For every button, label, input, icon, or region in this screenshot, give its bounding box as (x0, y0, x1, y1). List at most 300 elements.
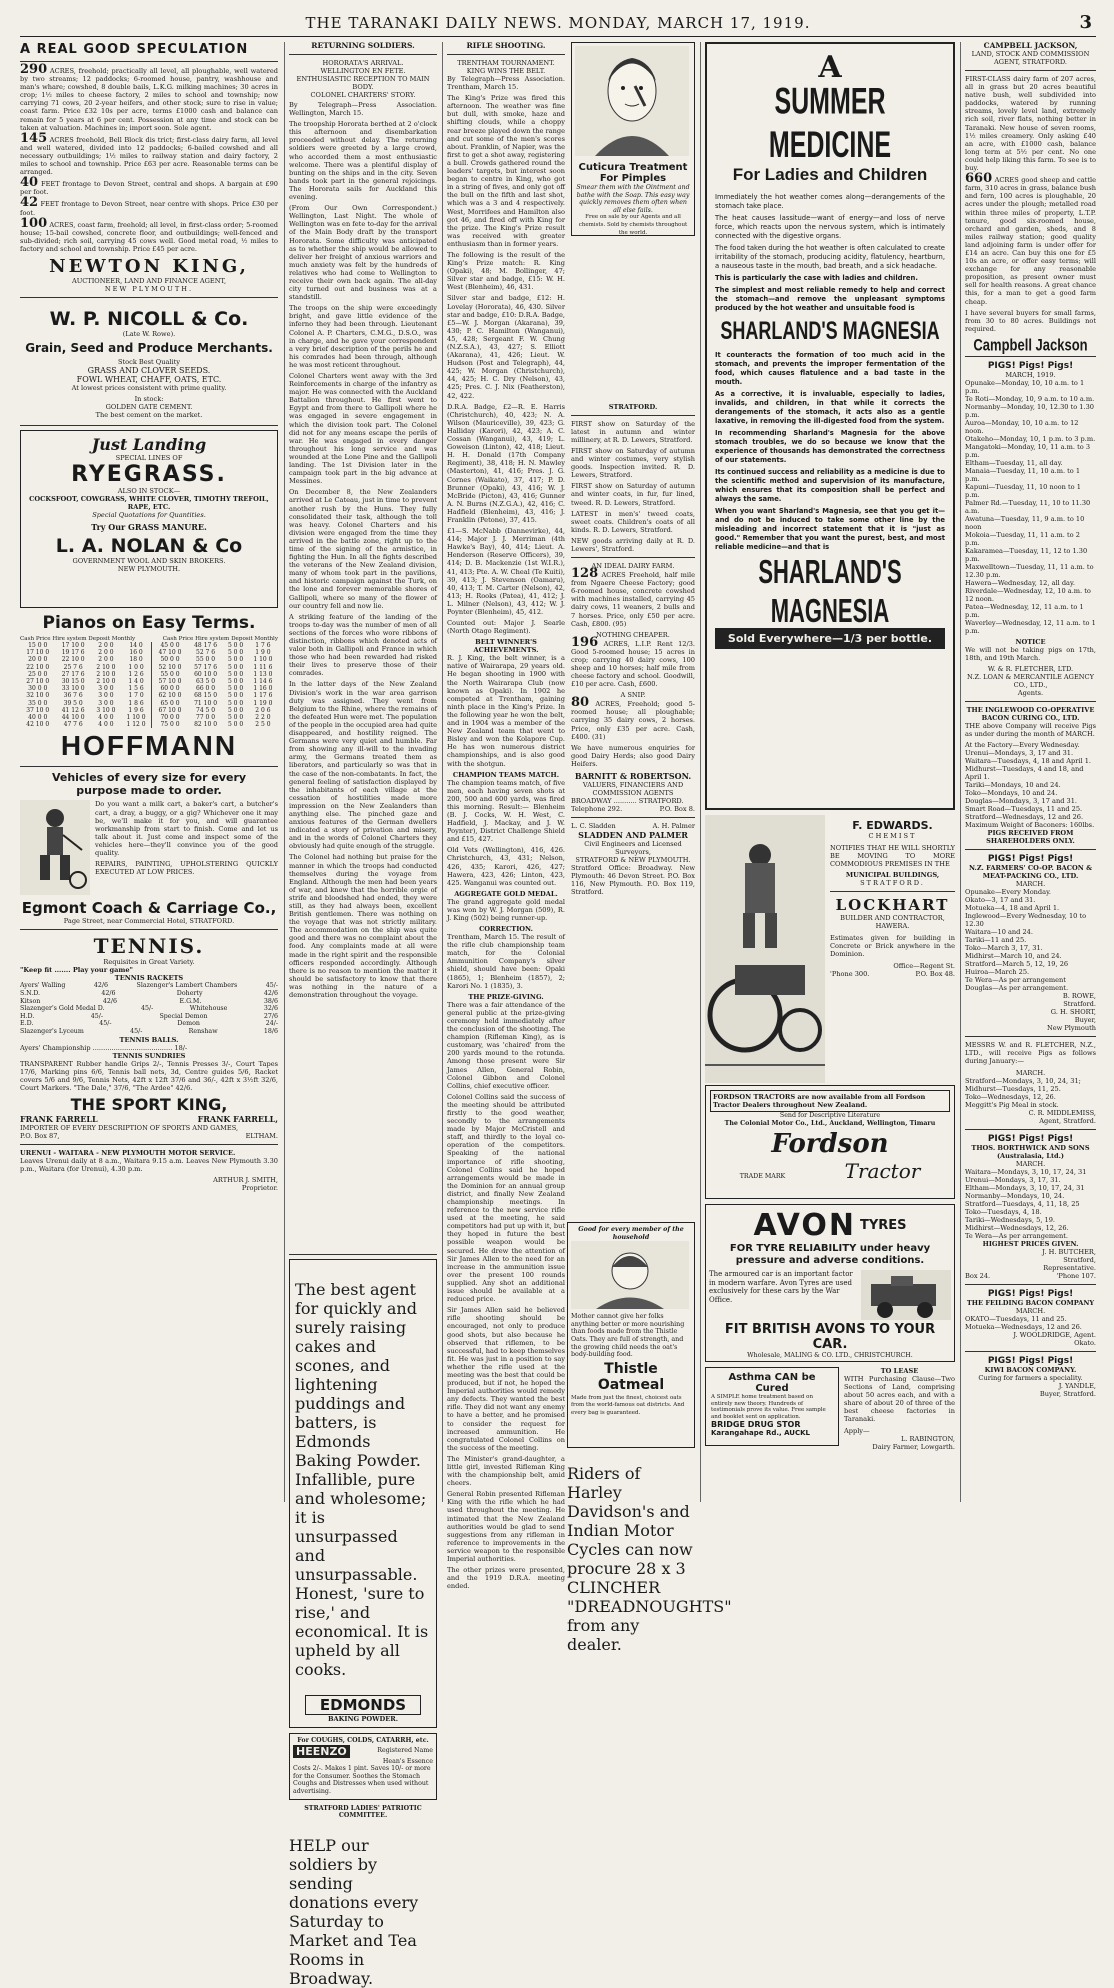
column-rule (700, 42, 701, 1502)
section-head: BELT WINNER'S ACHIEVEMENTS. (473, 638, 539, 655)
piano-price-cell: 77 0 0 (196, 714, 216, 721)
piano-price-cell: 57 10 0 (158, 677, 182, 685)
schedule-item: Smart Road—Tuesdays, 11 and 25. (965, 805, 1083, 814)
schedule-item: Urenui—Mondays, 3, 17, 31. (965, 1175, 1061, 1184)
piano-price-cell: 48 17 6 (194, 641, 218, 649)
paragraph: In the latter days of the New Zealand Division's work in the war area garrison duty was assigned. They went from Belgium to the Rhine, where the remains of the defeated Hun were met. The population of the people in the occupied area had quite disappeared, and hostility reigned. The Germans were very quiet and humble. Far from showing any ill-will to the invading army, the Germans treated them as liberators, and particularly so was that in the case of the non-combatants. In fact, the general feeling of satisfaction displayed by the inhabitants of each village at the cessation of hostilities made more impression on the New Zealanders than anything else. The pinched gaze and anxious features of the German dwellers indicated a story of privation and misery, and in the words of Colonel Charters they obviously had quite enough of the struggle. (289, 680, 437, 851)
classified: FIRST show on Saturday of autumn and winter coats, in fur, fur lined, tweed. R. D. Lewers, Stratford. (571, 482, 695, 507)
paragraph: Old Vets (Wellington), 416, 426. Christchurch, 43, 431; Nelson, 426, 435; Karori, 426, 427; Hawera, 423, 426; Linton, 423, 425. Wanganui was counted out. (447, 846, 565, 887)
lease-apply: Apply— (844, 1426, 870, 1435)
piano-price-cell: 5 0 0 (227, 670, 244, 678)
classified: 128 ACRES Freehold, half mile from Ngaere Cheese Factory; good 6-roomed house, concrete cowshed with machines installed, carrying 45 dairy cows, 11 weaners, 2 bulls and 7 horses. Price, only £50 per acre. Cash, £800. (95) (571, 566, 695, 628)
schedule-item: Huiroa—March 25. (965, 968, 1030, 977)
inglewood-body: THE above Company will receive Pigs as under during the month of MARCH. (965, 722, 1096, 739)
child-portrait-illustration (571, 1241, 689, 1309)
summer-para: The simplest and most reliable remedy to help and correct the stomach—and remove the unpleasant symptoms produced by the hot weather and unsuitable food is (715, 286, 945, 312)
paragraph: The Minister's grand-daughter, a little girl, invested Rifleman King with the championship belt, amid cheers. (447, 1454, 565, 1488)
fordson-name: Fordson (771, 1129, 889, 1160)
lease-addr: Dairy Farmer, Lowgarth. (872, 1442, 955, 1451)
piano-price-cell: 5 0 0 (227, 649, 244, 657)
article-head: RETURNING SOLDIERS. (311, 41, 415, 50)
sladden-offices: Stratford Office: Broadway. New Plymouth: 46 Devon Street. P.O. Box 116, New Plymouth. P.O. Box 119, Stratford. (571, 864, 695, 897)
racket-cell: H.D. (20, 1012, 35, 1020)
piano-price-cell: 5 0 0 (227, 714, 244, 721)
schedule-item: Waitara—Mondays, 3, 10, 17, 24, 31 (965, 1167, 1087, 1176)
rowe: B. ROWE, (1062, 992, 1096, 1001)
schedule-item: Toko—Mondays, 10 and 24. (965, 789, 1058, 798)
woman-portrait-illustration (575, 46, 689, 156)
heenzo-hems: Hean's Essence (382, 1757, 433, 1765)
piano-price-cell: 52 10 0 (158, 663, 182, 671)
listing: 145 ACRES freehold, Bell Block dis trict; first-class dairy farm, all level and well watered, divided into 12 paddocks; 6-bailed cowshed and all necessary outbuildings; 1½ miles to railway station and dairy factory, 2 miles to school and township. Price £63 per acre. Reasonable terms can be arranged. (20, 130, 278, 177)
march-heading: MARCH, 1919. (1005, 370, 1056, 379)
lockhart-name: LOCKHART (835, 896, 950, 915)
urenui-prop: Proprietor. (241, 1184, 278, 1193)
heenzo-head: For COUGHS, COLDS, CATARRH, etc. (297, 1737, 429, 1744)
listing: 40 FEET frontage to Devon Street, central and shops. A bargain at £90 per foot. (20, 175, 278, 197)
piano-price-cell: 25 7 6 (63, 663, 83, 671)
landing-ryegrass: RYEGRASS. (71, 461, 227, 487)
piano-price-cell: 1 17 6 (253, 692, 273, 700)
avon-fit: FIT BRITISH AVONS TO YOUR CAR. (724, 1322, 936, 1352)
edwards-body: NOTIFIES THAT HE WILL SHORTLY BE MOVING TO MORE COMMODIOUS PREMISES IN THE (830, 844, 955, 869)
piano-price-cell: 47 10 0 (158, 649, 182, 657)
byline: By Telegraph—Press Association. Trentham, March 15. (447, 75, 565, 92)
column-rule (960, 42, 961, 1502)
piano-price-cell: 2 0 0 (98, 656, 114, 664)
article-subhead: COLONEL CHARTERS' STORY. (310, 91, 416, 99)
oatmeal-small: Made from just the finest, choicest oats from the world-famous oat districts. And every bag is guaranteed. (571, 1394, 685, 1416)
schedule-item: Normanby—Mondays, 10, 24. (965, 1191, 1065, 1200)
byline: By Telegraph—Press Association. Wellington, March 15. (289, 101, 437, 118)
pig-schedule (965, 379, 1096, 635)
schedule-item: Stratford—March 5, 12, 19, 26 (965, 960, 1069, 969)
armoured-car-illustration (861, 1270, 951, 1320)
classified: 80 ACRES, Freehold; good 5-roomed house; all ploughable; carrying 35 dairy cows, 2 horses. Price, only £35 per acre. Cash, £400. (31) (571, 695, 695, 741)
piano-price-cell: 15 0 0 (28, 641, 48, 649)
cuticura-body: Smear them with the Ointment and bathe with the Soap. This easy way quickly removes them often when all else fails. (576, 184, 690, 214)
paragraph: The other prizes were presented, and the 1919 D.R.A. meeting ended. (447, 1566, 565, 1591)
schedule-item: Toko—Tuesdays, 4, 18. (965, 1207, 1042, 1216)
edwards-bldg: MUNICIPAL BUILDINGS, (845, 871, 940, 880)
sladden-name: SLADDEN AND PALMER (578, 830, 688, 841)
stratford-head: STRATFORD. (608, 402, 658, 411)
article-subhead: WELLINGTON EN FETE. (320, 67, 406, 75)
piano-price-row (20, 678, 278, 685)
piano-price-cell: 4 0 0 (98, 714, 114, 721)
tennis-ad (20, 934, 278, 1140)
piano-price-cell: 70 0 0 (160, 714, 180, 721)
pigs-received: PIGS RECEIVED FROM SHAREHOLDERS ONLY. (986, 829, 1075, 846)
oatmeal-tag: Good for every member of the household (578, 1226, 684, 1241)
avon-tyres: TYRES (859, 1218, 907, 1233)
paragraph: The King's Prize was fired this afternoon. The weather was fine but dull, with smoke, haze and shifting clouds, while a choppy rear breeze played down the range and cut some of the men's scores about. Franklin, of Napier, was the first to get a shot away, registering a bull. Crowds gathered round the leaders' targets, but interest soon began to centre in King, who got in a string of fives, and only got off the bull on the fifth and last shot, which was a 3 and 4 respectively. West, Morrifees and Hamilton also got 46, and fired off with King for the prize. The King's Prize result was received with greater enthusiasm than in former years. (447, 94, 565, 248)
wooldridge: J. WOOLDRIDGE, Agent. (1013, 1330, 1096, 1339)
pigs-heading: PIGS! Pigs! Pigs! (987, 360, 1074, 371)
tennis-sundries: TRANSPARENT Rubber handle Grips 2/-, Tennis Presses 3/-, Court Tapes 17/6, Marking pins 6/6, Tennis ball nets, 3d, Centre guides 5/6, Racket covers 5/6 and 9/6, Tennis Nets, 42ft x 12ft 37/6 and 36/-, 42ft x 3½ft 32/6, Court Markers. "The Dale," 37/6, "The Ardee" 42/6. (20, 1059, 278, 1092)
paragraph: The champion teams match, of five men, each having seven shots at 200, 500 and 600 yards, was fired this morning. Result:— Blenheim (B. J. Cocks, W. H. West, C. Hadfield, J. Mackay, and J. W. Poynter), District Challenge Shield and £15, 427. (447, 778, 565, 844)
schedule-item: Maxwelltown—Tuesday, 11, 11 a.m. to 12.30 p.m. (965, 562, 1094, 579)
racket-cell: Whitehouse (189, 1005, 228, 1013)
schedule-item: Eltham—Tuesday, 11, all day. (965, 458, 1063, 467)
racket-list (20, 982, 278, 1035)
piano-price-cell: 5 0 0 (227, 656, 244, 664)
edwards-name: F. EDWARDS. (852, 819, 933, 832)
piano-price-cell: 1 14 6 (253, 677, 273, 685)
piano-price-cell: 2 2 0 (255, 714, 271, 721)
schedule-item: Manaia—Tuesday, 11, 10 a.m. to 1 p.m. (965, 466, 1081, 483)
riders-notice: Riders of Harley Davidson's and Indian Motor Cycles can now procure 28 x 3 CLINCHER "DREADNOUGHTS" from any dealer. (567, 1464, 732, 1654)
nicoll-fowl: FOWL WHEAT, CHAFF, OATS, ETC. (76, 374, 222, 384)
piano-price-cell: 17 10 0 (61, 641, 85, 649)
feilding-head: THE FEILDING BACON COMPANY (966, 1298, 1095, 1307)
article-subhead: KING WINS THE BELT. (466, 67, 546, 75)
lease-name: L. RABINGTON, (900, 1434, 955, 1443)
piano-price-cell: 2 10 0 (96, 663, 116, 671)
tennis-sundries-head: TENNIS SUNDRIES (112, 1051, 186, 1060)
summer-sub: For Ladies and Children (732, 165, 928, 184)
piano-price-cell: 5 0 0 (227, 721, 244, 729)
schedule-item: Midhirst—Wednesdays, 12, 26. (965, 1223, 1069, 1232)
sharland-name: SHARLAND'S MAGNESIA (720, 316, 940, 345)
highest: HIGHEST PRICES GIVEN. (982, 1239, 1079, 1248)
summer-para: Its continued success and reliability as a medicine is due to the scientific method and supervision of its manufacture, which ensures that its composition shall be perfect and always the same. (715, 468, 945, 503)
piano-price-cell: 66 0 0 (196, 685, 216, 693)
piano-price-cell: 74 5 0 (196, 706, 216, 714)
edmonds-ad (289, 1259, 437, 1728)
article-subhead: HORORATA'S ARRIVAL. (322, 59, 404, 67)
oatmeal-ad (567, 1222, 695, 1448)
racket-cell: Slazenger's Lambert Chambers (136, 982, 238, 990)
schedule-item: Tariki—Mondays, 10 and 24. (965, 781, 1061, 790)
notice-head: NOTICE (1015, 637, 1046, 646)
piano-price-row (20, 685, 278, 692)
heenzo-name: HEENZO (293, 1745, 350, 1758)
classified: FIRST show on Saturday of autumn and winter costumes, very stylish goods. Inspection invited. R. D. Lewers, Stratford. (571, 446, 695, 480)
summer-para: When you want Sharland's Magnesia, see that you get it—and do not be induced to take some other line by the misleading and incorrect statement that it is "just as good." Remember that you want the purest, best, and most reliable medicine—and that is (715, 507, 945, 551)
summer-title: SUMMER MEDICINE (768, 80, 892, 166)
racket-cell: E.D. (20, 1020, 34, 1028)
cuticura-title: Cuticura Treatment For Pimples (578, 162, 688, 184)
urenui-body: Leaves Urenui daily at 8 a.m., Waitara 9.15 a.m. Leaves New Plymouth 3.30 p.m., Waitara (for Urenui), 4.30 p.m. (20, 1156, 278, 1174)
summer-para: In recommending Sharland's Magnesia for the above stomach troubles, we do so because we know that the experience of thousands has demonstrated the correctness of our statements. (715, 429, 945, 464)
egmont-addr: Page Street, near Commercial Hotel, STRATFORD. (63, 917, 235, 926)
nicoll-price: At lowest prices consistent with prime quality. (71, 383, 227, 392)
schedule-item: Awatuna—Tuesday, 11, 9 a.m. to 10 noon (965, 514, 1085, 531)
egmont-name: Egmont Coach & Carriage Co., (21, 899, 277, 918)
schedule-item: Douglas—Mondays, 3, 17 and 31. (965, 797, 1078, 806)
piano-price-cell: 2 10 0 (96, 670, 116, 678)
bridge-addr: Karangahape Rd., AUCKL (711, 1429, 811, 1437)
agents: Agents. (1017, 689, 1044, 698)
piano-price-cell: 5 0 0 (227, 677, 244, 685)
piano-price-cell: 2 0 0 (98, 641, 114, 649)
paragraph: £1—S. McNabb (Dannevirke), 44, 414; Major J. J. Merriman (4th Hawke's Bay), 40, 414; Lieut. A. Henderson (Reserve Officers), 39, 414; D. B. Mackenzie (1st W.I.R.), 41, 413; Pte. A. W. Cheal (Te Kuiti), 39, 413; J. Stevenson (Oamaru), 40, 413; T. M. Carter (Nelson), 42, 413; H. Rooks (Patea), 41, 412; J. L. Milner (Nelson), 43, 412; W. J. Poynter (Blenheim), 45, 412. (447, 527, 565, 616)
racket-cell: S.N.D. (20, 990, 41, 997)
racket-cell: 45/- (141, 1005, 154, 1013)
schedule-item: Te Roti—Monday, 10, 9 a.m. to 10 a.m. (965, 394, 1095, 403)
column-1 (20, 42, 278, 1512)
fletcher: W. & R. FLETCHER, LTD. (987, 665, 1074, 674)
piano-price-cell: 1 8 6 (121, 700, 152, 707)
piano-price-row (20, 671, 278, 678)
piano-price-cell: 4 0 0 (98, 721, 114, 729)
column-4 (705, 42, 955, 1512)
piano-price-row (20, 714, 278, 721)
pianos-title: Pianos on Easy Terms. (42, 612, 256, 633)
summer-para: Immediately the hot weather comes along—derangements of the stomach take place. (715, 193, 945, 210)
edmonds-name: EDMONDS (305, 1695, 421, 1715)
borthwick-march: MARCH. (1015, 1159, 1046, 1168)
piano-price-cell: 1 13 0 (253, 670, 273, 678)
racket-row (20, 1005, 278, 1013)
piano-price-cell: 5 0 0 (227, 706, 244, 714)
heenzo-ad (289, 1733, 437, 1800)
vehicles-repairs: REPAIRS, PAINTING, UPHOLSTERING QUICKLY EXECUTED AT LOW PRICES. (95, 860, 278, 877)
rowe-town: Stratford. (1063, 1000, 1096, 1009)
schedule-item: Te Wera—As per arrangement (965, 976, 1066, 985)
racket-cell: Special Demon (159, 1012, 208, 1020)
piano-price-cell: 1 19 0 (253, 699, 273, 707)
piano-price-cell: 1 2 6 (121, 671, 152, 678)
landing-try: Try Our GRASS MANURE. (91, 521, 207, 532)
farrell-line: FRANK FARRELL FRANK FARRELL, (20, 1113, 278, 1124)
listing: 100 ACRES, coast farm, freehold; all level, in first-class order; 5-roomed house; 15-bail cowshed, concrete floor, and outbuildings; well-fenced and sub-divided; rich soil, carrying 45 cows well. Good metal road, ½ miles to factory and school and township. Price £45 per acre. (20, 215, 278, 253)
pianos-header: Cash Price Hire system Deposit Monthly Cash Price Hire system Deposit Monthly (20, 635, 278, 642)
piano-price-cell: 44 10 0 (61, 714, 85, 721)
fordson-lit: Send for Descriptive Literature (779, 1112, 881, 1119)
schedule-item: Waverley—Wednesday, 12, 11 a.m. to 1 p.m. (965, 618, 1096, 635)
farmer-tractor-illustration (705, 815, 825, 1083)
butcher-town: Stratford, (1063, 1255, 1096, 1264)
piano-price-cell: 22 10 0 (26, 663, 50, 671)
classified: 660 ACRES good sheep and cattle farm, 310 acres in grass, balance bush and fern, 100 acres is ploughable, 20 acres under the plough; metalled road within three miles of property, L.T.P. tenure, good six-roomed house, orchard and garden, sheds, and 8 miles railway station; good quality land adjoining farm is under offer for £14 an acre. Can buy this one for £5 10s an acre, or offer easy terms; will exchange for any reasonable proposition, as present owner must sell for health reasons. A great chance this, for a man to get a good farm cheap. (965, 171, 1096, 306)
barnitt-addr: BROADWAY ........... STRATFORD. (571, 797, 684, 806)
schedule-item: Te Wera—As per arrangement. (965, 1231, 1068, 1240)
schedule-item: Eltham—Mondays, 3, 10, 17, 24, 31 (965, 1183, 1085, 1192)
urenui-owner: ARTHUR J. SMITH, (213, 1176, 278, 1185)
schedule-item: Waitara—10 and 24. (965, 928, 1033, 937)
schedule-item: Waitara—Tuesdays, 4, 18 and April 1. (965, 757, 1091, 766)
piano-price-cell: 3 0 0 (98, 685, 114, 693)
oatmeal-name: Thistle Oatmeal (597, 1360, 665, 1393)
column-2-ads (289, 1250, 437, 1988)
piano-price-cell: 3 0 0 (98, 699, 114, 707)
tennis-sub: Requisites in Great Variety. (103, 958, 195, 967)
article-head: RIFLE SHOOTING. (466, 41, 546, 50)
lease-body: WITH Purchasing Clause—Two Sections of Land, comprising about 50 acres each, and with a share of about 20 of three of the best cheese factories in Taranaki. (844, 1375, 955, 1424)
piano-price-cell: 19 17 6 (61, 649, 85, 657)
paragraph: Silver star and badge, £12: H. Lovelay (Hororata), 46, 430. Silver star and badge, £10: D.R.A. Badge, £5—W. J. Morgan (Akarana), 39, 430; P. C. Hamilton (Wanganui), 45, 428; Sergeant F. W. Chung (N.Z.S.A.), 43, 427; S. Elliott (Akarana), 41, 426; Lieut. W. Hudson (Post and Telegraph), 44, 425; W. Morgan (Christchurch), 44, 425; H. C. Dry (Nelson), 43, 425; Pres. C. J. Nix (Featherston), 42, 422. (447, 294, 565, 400)
landing-items: COCKSFOOT, COWGRASS, WHITE CLOVER, TIMOTHY TREFOIL, RAPE, ETC. (29, 494, 269, 511)
piano-price-cell: 1 4 0 (121, 678, 152, 685)
racket-row (20, 1028, 278, 1036)
speculation-title: A REAL GOOD SPECULATION (20, 42, 249, 57)
nzfarmers-march: MARCH. (1015, 880, 1046, 889)
schedule-item: Toko—Wednesdays, 12, 26. (965, 1092, 1056, 1101)
classified: FIRST show on Saturday of the latest in autumn and winter millinery, at R. D. Lewers, Stratford. (571, 419, 695, 444)
committee-body: HELP our soldiers by sending donations every Saturday to Market and Tea Rooms in Broadway. (289, 1835, 419, 1988)
listing: 42 FEET frontage to Devon Street, near centre with shops. Price £30 per foot. (20, 195, 278, 217)
piano-price-cell: 5 0 0 (227, 699, 244, 707)
racket-cell: Slazenger's Gold Medal D. (20, 1005, 105, 1013)
avon-name: AVON (753, 1208, 856, 1243)
rifle-article-top (447, 42, 565, 403)
vehicles-body: Do you want a milk cart, a baker's cart, a butcher's cart, a dray, a buggy, or a gig? Whichever one it may be, we'll make it for you, and will guarantee workmanship from start to finish. Come and let us talk about it. Just come and inspect some of the vehicles here—they'll convince you of the good quality. (95, 800, 278, 857)
sladden-towns: STRATFORD & NEW PLYMOUTH. (575, 856, 691, 865)
tennis-keep: "Keep fit ....... Play your game" (20, 966, 133, 975)
borthwick-head: THOS. BORTHWICK AND SONS (Australasia, Ltd.) (971, 1143, 1090, 1160)
paragraph: There was a fair attendance of the general public at the prize-giving ceremony held immediately after the conclusion of the shooting. The champion (Rifleman King), as is customary, was 'chaired' from the 200 yards mound to the rotunda. Among those present were Sir James Allen, General Robin, Colonel Gibbon and Colonel Collins, chief executive officer. (447, 1000, 565, 1090)
schedule-item: Palmer Rd.—Tuesday, 11, 10 to 11.30 a.m. (965, 498, 1091, 515)
agent-sub: AUCTIONEER, LAND AND FINANCE AGENT, (71, 276, 227, 285)
nz-loan: N.Z. LOAN & MERCANTILE AGENCY CO., LTD., (967, 673, 1094, 690)
pigs-heading: PIGS! Pigs! Pigs! (987, 1288, 1074, 1299)
section-head: THE PRIZE-GIVING. (468, 992, 544, 1001)
racket-cell: Ayers' Walling (20, 982, 66, 990)
lockhart-body: Estimates given for building in Concrete or Brick anywhere in the Dominion. (830, 934, 955, 959)
schedule-item: Maximum Weight of Baconers: 160lbs. (965, 821, 1095, 830)
paragraph: The following is the result of the King's Prize match: R. King (Opaki), 48; M. Bollinger, 47; Silver star and badge, £15: W. H. West (Blenheim), 46, 431. (447, 250, 565, 292)
racket-cell: Slazenger's Lyceum (20, 1027, 84, 1035)
piano-price-cell: 30 15 0 (61, 677, 85, 685)
avon-wholesale: Wholesale, MALING & CO. LTD., CHRISTCHURCH. (747, 1352, 913, 1359)
racket-cell: E.G.M. (179, 997, 202, 1005)
summer-para: This is particularly the case with ladies and children. (715, 274, 918, 282)
campbell-head: CAMPBELL JACKSON, (983, 41, 1078, 50)
racket-row (20, 1020, 278, 1028)
sold-banner: Sold Everywhere—1/3 per bottle. (715, 628, 945, 649)
piano-price-cell: 82 10 0 (194, 721, 218, 729)
lockhart-sub: BUILDER AND CONTRACTOR, HAWERA. (840, 914, 945, 931)
schedule-item: Urenui—Mondays, 3, 17 and 31. (965, 749, 1074, 758)
section-head: CHAMPION TEAMS MATCH. (452, 770, 560, 779)
paragraph: The grand aggregate gold medal was won by W. J. Morgan (509), R. J. King (502) being runner-up. (447, 897, 565, 922)
yandle-town: Buyer, Stratford. (1039, 1389, 1096, 1398)
paragraph: Colonel Collins said the success of the meeting should be attributed firstly to the good weather, secondly to the arrangements made by Major McCristell and staff, and thirdly to the loyal co-operation of the competitors. Speaking of the national importance of rifle shooting, Colonel Collins said he hoped arrangements would be made in the Dominion for an annual group district, and finally New Zealand championship meetings. In reference to the new service rifle used at the meeting, he said competitors had put up with it, but they hoped in future the best possible weapon would be secured. He drew the attention of Sir James Allen to the need for an increase in the ammunition issue over the present 100 rounds supplied. Any shot an additional issue should be available at a reduced price. (447, 1092, 565, 1304)
racket-cell: Kitson (20, 997, 41, 1005)
nicoll-ad (20, 302, 278, 421)
barnitt-contact: Telephone 292. P.O. Box 8. (571, 805, 695, 814)
schedule-item: Mokoia—Tuesday, 11, 11 a.m. to 2 p.m. (965, 530, 1080, 547)
paragraph: General Robin presented Rifleman King with the rifle which he had used throughout the meeting. He intimated that the New Zealand authorities would be glad to send suggestions from any rifleman in reference to improvements in the service weapon to the responsible Imperial authorities. (447, 1490, 565, 1564)
butcher: J. H. BUTCHER, (1042, 1247, 1096, 1256)
schedule-item: Stratford—Mondays, 3, 10, 24, 31; (965, 1076, 1081, 1085)
paragraph: The troopship Hororata berthed at 2 o'clock this afternoon and disembarkation proceeded without delay. The returning soldiers were greeted by a large crowd, who accorded them a most enthusiastic welcome. There was a plentiful display of bunting on the ships and in the city. Seven bands took part in the general rejoicings. The Hororata sails for Auckland this evening. (289, 120, 437, 202)
piano-price-row (20, 649, 278, 656)
edmonds-sub: BAKING POWDER. (327, 1715, 399, 1723)
piano-price-cell: 1 9 6 (121, 707, 152, 714)
piano-price-cell: 22 10 0 (61, 656, 85, 664)
heenzo-tag: Registered Name (377, 1747, 433, 1755)
piano-price-cell: 45 0 0 (160, 641, 180, 649)
sladden-partners: L. C. Sladden A. H. Palmer (571, 822, 695, 831)
racket-cell: 42/6 (263, 990, 278, 997)
nicoll-best: The best cement on the market. (95, 410, 203, 419)
summer-para: It counteracts the formation of too much acid in the stomach, and prevents the improper fermentation of the food, which causes flatulence and a bad taste in the mouth. (715, 351, 945, 386)
lease-head: TO LEASE (880, 1367, 919, 1375)
butcher-rep: Representative. (1043, 1263, 1096, 1272)
dairy-head: AN IDEAL DAIRY FARM. (591, 562, 675, 571)
landing-special: SPECIAL LINES OF (115, 453, 183, 462)
piano-price-cell: 47 7 6 (63, 721, 83, 729)
piano-price-cell: 67 10 0 (158, 706, 182, 714)
vehicles-ad (20, 771, 278, 925)
oatmeal-body: Mother cannot give her folks anything better or more nourishing than foods made from the Thistle Oats. They are full of strength, and the growing child needs the oat's body-building food. (571, 1313, 685, 1359)
tennis-balls: Ayers' Championship ...................................... 18/- (20, 1043, 188, 1052)
notice-body: We will not be taking pigs on 17th, 18th, and 19th March. (965, 645, 1096, 662)
messrs: MESSRS W. and R. FLETCHER, N.Z., LTD., will receive Pigs as follows during January:— (965, 1041, 1096, 1066)
paragraph: The troops on the ship were exceedingly bright, and gave little evidence of the inferno they had been through. Lieutenant Colonel A. P. Charters, C.M.G., D.S.O., was in charge, and he gave your correspondent a very brief description of the perils he and his comrades had been through, although he was most reticent throughout. (289, 304, 437, 369)
meggitt: Meggitt's Pig Meal in stock. (965, 1100, 1059, 1109)
asthma-ad (705, 1367, 839, 1446)
schedule-item: Riverdale—Wednesday, 12, 10 a.m. to 12 noon. (965, 586, 1091, 603)
masthead-title: THE TARANAKI DAILY NEWS. MONDAY, MARCH 17, 1919. (305, 14, 811, 32)
classified: FIRST-CLASS dairy farm of 207 acres, all in grass but 20 acres beautiful native bush, well subdivided into paddocks, watered by running streams, lovely level land, extremely rich soil, river flats, nothing better in Taranaki. New house of seven rooms, 1½ miles creamery. Only asking £40 an acre, with £1000 cash, balance long term at 5½ per cent. No one could help liking this farm. To see is to buy. (965, 75, 1096, 173)
schedule-item: Stratford—Tuesdays, 4, 11, 18, 25 (965, 1199, 1080, 1208)
oatmeal-ad-area (567, 1222, 732, 1654)
pigs-heading: PIGS! Pigs! Pigs! (987, 1355, 1074, 1366)
piano-price-cell: 2 0 6 (255, 706, 271, 714)
schedule-item: Tariki—11 and 25. (965, 936, 1027, 945)
messrs-march: MARCH. (1015, 1068, 1046, 1077)
piano-price-cell: 2 0 0 (98, 649, 114, 657)
edwards-lockhart (830, 815, 955, 1085)
racket-cell: 45/- (99, 1020, 112, 1028)
piano-price-cell: 14 0 (121, 642, 152, 649)
racket-cell: 45/- (265, 982, 278, 990)
piano-price-cell: 1 10 0 (121, 714, 152, 721)
schedule-item: At the Factory—Every Wednesday. (965, 741, 1080, 750)
piano-price-cell: 36 7 6 (63, 692, 83, 700)
piano-price-row (20, 707, 278, 714)
speculation-ad (20, 42, 278, 293)
sport-king: THE SPORT KING, (70, 1094, 228, 1114)
feilding-march: MARCH. (1015, 1306, 1046, 1315)
stratford-committee-ad (289, 1805, 437, 1988)
nicoll-head: Grain, Seed and Produce Merchants. (25, 340, 273, 355)
piano-price-cell: 16 0 (121, 649, 152, 656)
landing-quote: Special Quotations for Quantities. (92, 510, 206, 519)
piano-price-row (20, 692, 278, 699)
piano-price-cell: 1 7 0 (121, 692, 152, 699)
enquiries: We have numerous enquiries for good Dairy Herds; also good Dairy Heifers. (571, 743, 695, 768)
piano-price-cell: 1 5 6 (121, 685, 152, 692)
urenui-ad (20, 1149, 278, 1192)
racket-cell: 45/- (90, 1012, 104, 1020)
asthma-body: A SIMPLE home treatment based on entirely new theory. Hundreds of testimonials prove its value. Free sample and booklet sent on application. (711, 1394, 826, 1420)
summer-a: A (818, 50, 842, 85)
piano-price-cell: 57 17 6 (194, 663, 218, 671)
racket-row (20, 998, 278, 1006)
piano-price-cell: 40 0 0 (28, 714, 48, 721)
racket-cell: 42/6 (93, 982, 108, 990)
fordson-tractor: Tractor (844, 1159, 921, 1184)
piano-price-cell: 33 10 0 (61, 685, 85, 693)
paragraph: Counted out: Major J. Searle (North Otago Regiment). (447, 619, 565, 636)
barnitt-head: BARNITT & ROBERTSON. (574, 771, 692, 782)
piano-price-cell: 30 0 0 (28, 685, 48, 693)
piano-price-cell: 18 0 (121, 656, 152, 663)
messrs-schedule (965, 1077, 1096, 1101)
inglewood-head: THE INGLEWOOD CO-OPERATIVE BACON CURING CO., LTD. (966, 706, 1095, 723)
racket-cell: 42/6 (101, 990, 116, 997)
landing-title: Just Landing (91, 434, 207, 454)
racket-row (20, 1013, 278, 1021)
piano-price-cell: 27 10 0 (26, 677, 50, 685)
schedule-item: Okato—3, 17 and 31. (965, 896, 1036, 905)
borthwick-schedule (965, 1168, 1096, 1240)
